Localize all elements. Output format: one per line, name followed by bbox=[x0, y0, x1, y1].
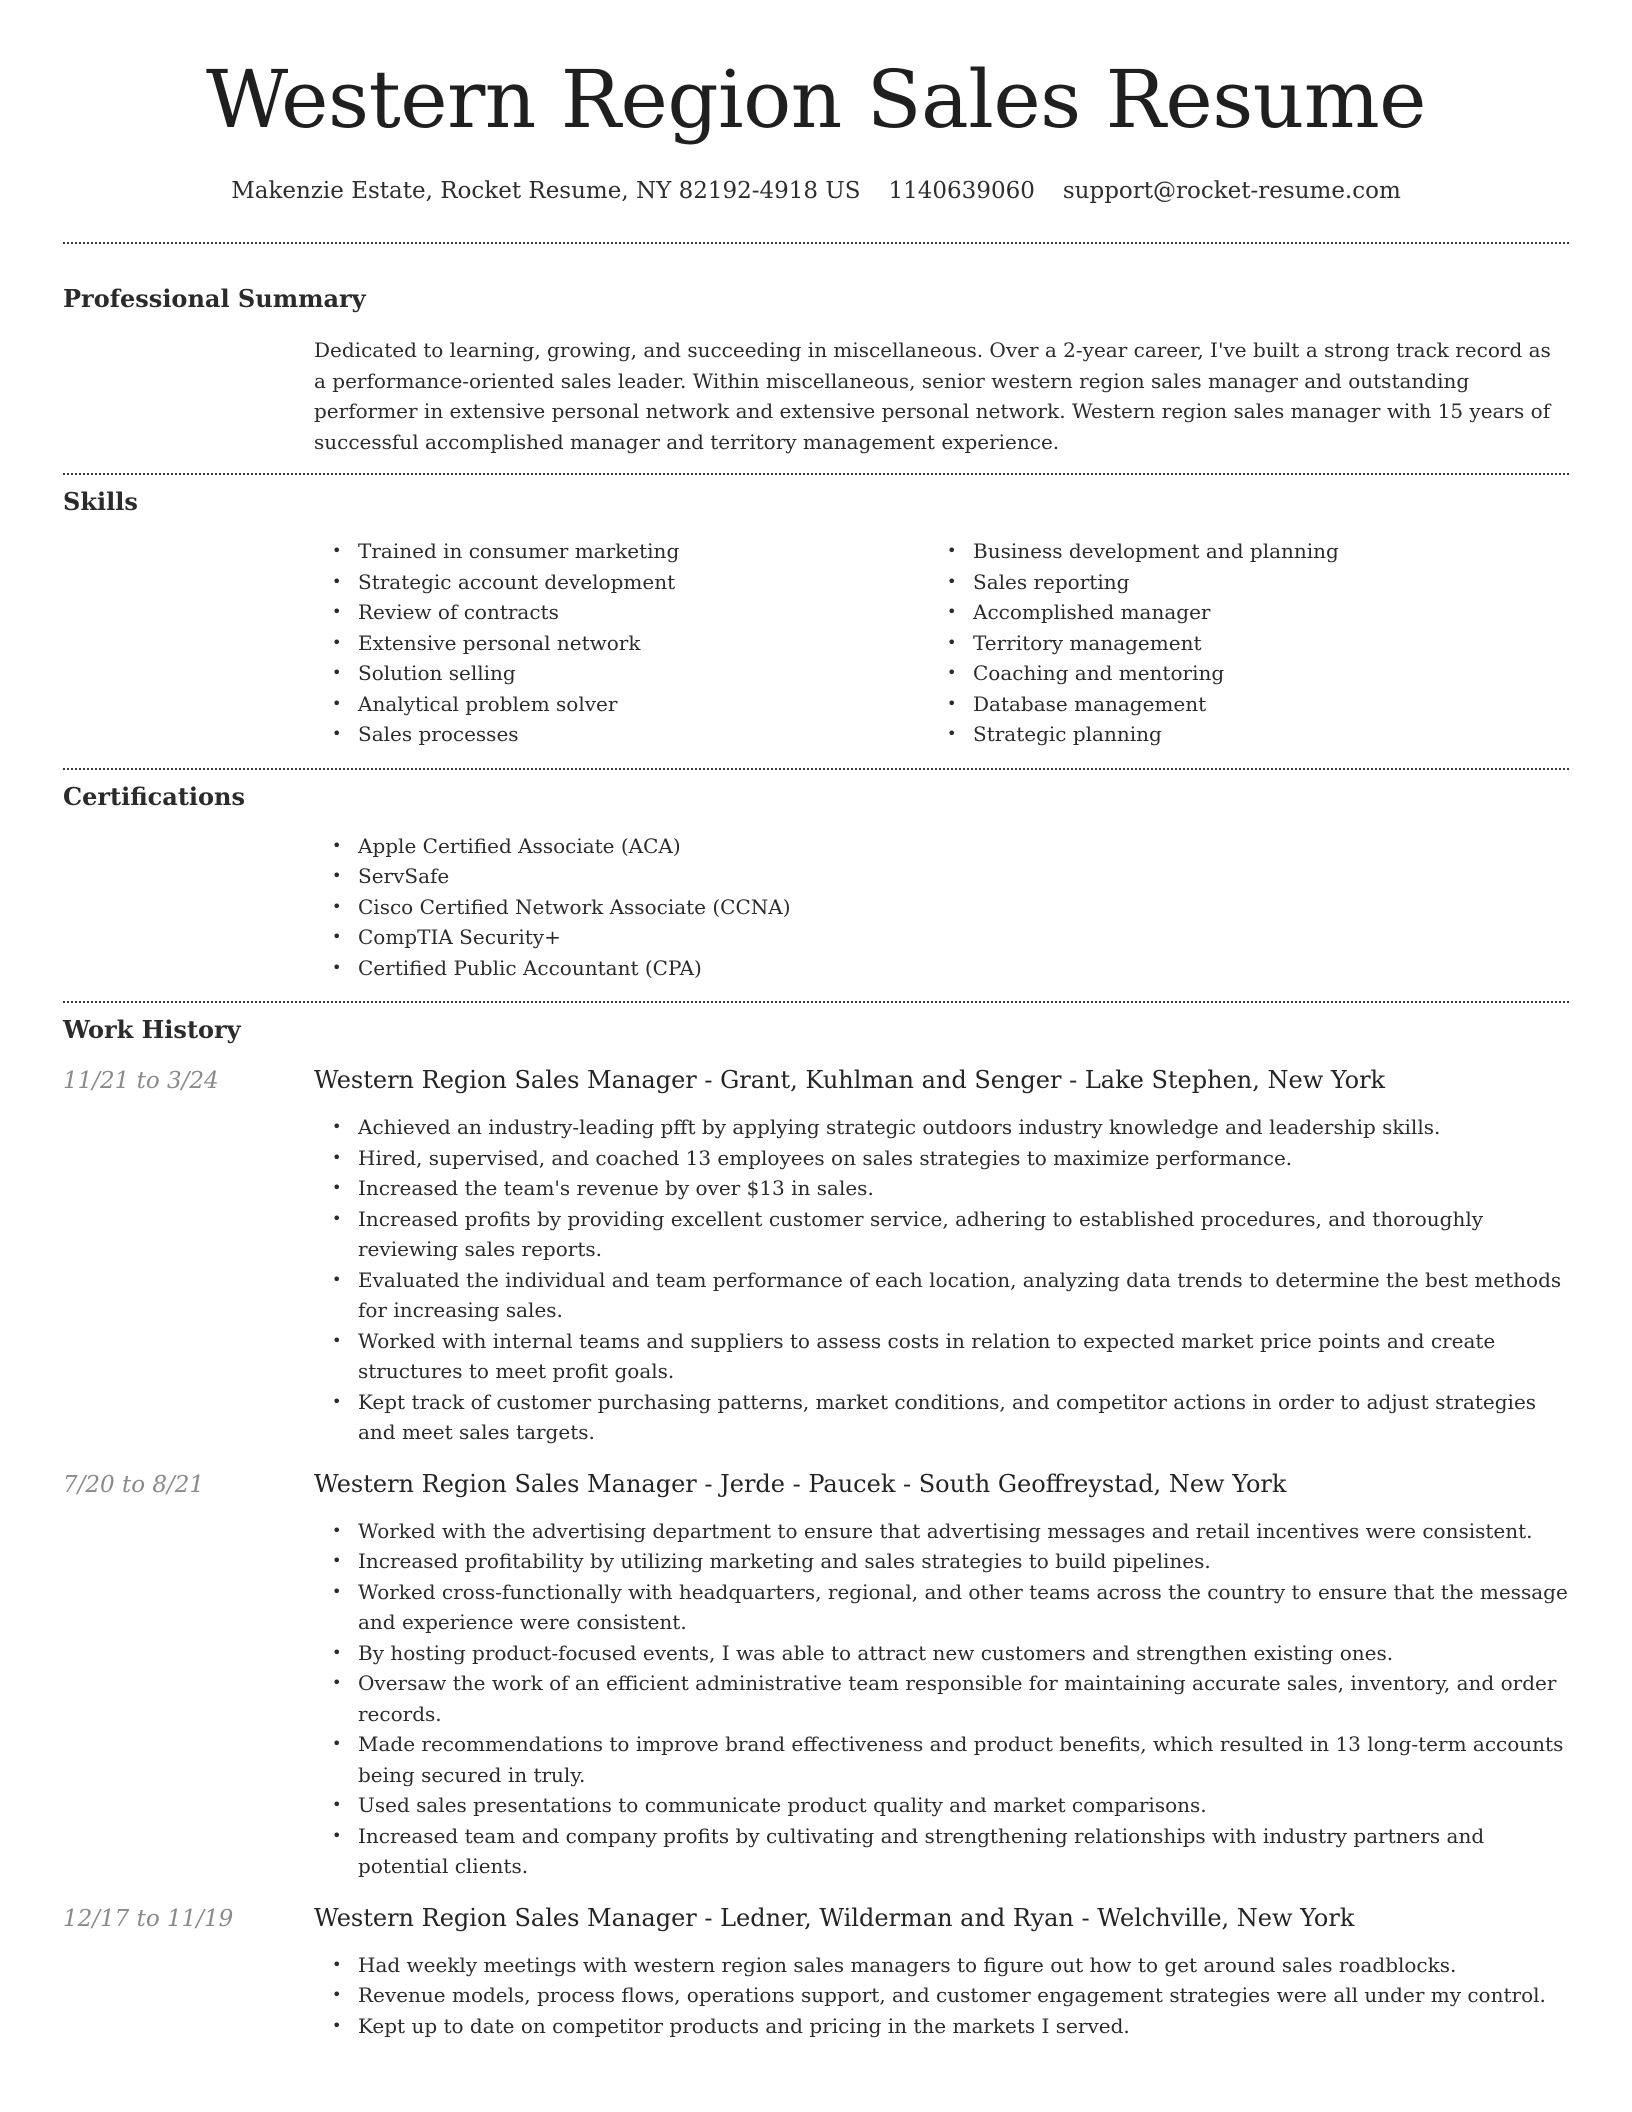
job-bullet: • Increased profitability by utilizing marketing and sales strategies to build pipelines. bbox=[358, 1546, 1569, 1577]
job-bullet: • Worked cross-functionally with headquarters, regional, and other teams across the country to ensure that the message and experience were consistent. bbox=[358, 1577, 1569, 1638]
skills-columns bbox=[314, 536, 1569, 750]
certification-item: • ServSafe bbox=[358, 861, 1569, 892]
skill-item: • Strategic planning bbox=[973, 719, 1544, 750]
skill-item: • Review of contracts bbox=[358, 597, 929, 628]
job-title: Western Region Sales Manager - Jerde - Paucek - South Geoffreystad, New York bbox=[314, 1469, 1287, 1498]
certifications-list bbox=[314, 831, 1569, 984]
job-dates: 7/20 to 8/21 bbox=[63, 1471, 205, 1498]
certifications-section bbox=[63, 770, 1569, 984]
skill-item: • Trained in consumer marketing bbox=[358, 536, 929, 567]
section-title-summary: Professional Summary bbox=[63, 284, 366, 313]
job-bullets bbox=[314, 1950, 1569, 2042]
skills-list-left bbox=[314, 536, 929, 750]
job-entry bbox=[63, 1904, 1569, 2042]
skill-item: • Analytical problem solver bbox=[358, 689, 929, 720]
job-bullets bbox=[314, 1516, 1569, 1882]
job-dates: 12/17 to 11/19 bbox=[63, 1905, 234, 1932]
contact-line bbox=[63, 178, 1569, 204]
section-title-certifications: Certifications bbox=[63, 781, 246, 811]
job-bullet: • Kept track of customer purchasing patterns, market conditions, and competitor actions in order to adjust strategies and meet sales targets. bbox=[358, 1387, 1569, 1448]
certification-item: • CompTIA Security+ bbox=[358, 922, 1569, 953]
summary-section bbox=[63, 244, 1569, 457]
skills-section bbox=[63, 475, 1569, 750]
contact-email[interactable]: support@rocket-resume.com bbox=[1062, 178, 1401, 204]
skill-item: • Database management bbox=[973, 689, 1544, 720]
job-bullet: • Achieved an industry-leading pfft by applying strategic outdoors industry knowledge and leadership skills. bbox=[358, 1112, 1569, 1143]
job-bullet: • Worked with the advertising department to ensure that advertising messages and retail incentives were consistent. bbox=[358, 1516, 1569, 1547]
skills-list-right bbox=[929, 536, 1544, 750]
job-bullet: • Oversaw the work of an efficient administrative team responsible for maintaining accurate sales, inventory, and order records. bbox=[358, 1668, 1569, 1729]
skill-item: • Coaching and mentoring bbox=[973, 658, 1544, 689]
skill-item: • Strategic account development bbox=[358, 567, 929, 598]
contact-phone: 1140639060 bbox=[888, 178, 1035, 204]
contact-address: Makenzie Estate, Rocket Resume, NY 82192-4918 US bbox=[231, 178, 861, 204]
job-entry bbox=[63, 1066, 1569, 1448]
job-bullet: • Revenue models, process flows, operations support, and customer engagement strategies were all under my control. bbox=[358, 1980, 1569, 2011]
skill-item: • Solution selling bbox=[358, 658, 929, 689]
section-title-work-history: Work History bbox=[63, 1015, 241, 1044]
job-bullet: • Kept up to date on competitor products and pricing in the markets I served. bbox=[358, 2011, 1569, 2042]
skill-item: • Sales processes bbox=[358, 719, 929, 750]
certification-item: • Apple Certified Associate (ACA) bbox=[358, 831, 1569, 862]
resume-title: Western Region Sales Resume bbox=[205, 53, 1427, 146]
job-bullet: • Increased team and company profits by cultivating and strengthening relationships with industry partners and potential clients. bbox=[358, 1821, 1569, 1882]
skill-item: • Sales reporting bbox=[973, 567, 1544, 598]
skill-item: • Business development and planning bbox=[973, 536, 1544, 567]
certification-item: • Cisco Certified Network Associate (CCNA) bbox=[358, 892, 1569, 923]
job-bullet: • By hosting product-focused events, I was able to attract new customers and strengthen existing ones. bbox=[358, 1638, 1569, 1669]
skill-item: • Territory management bbox=[973, 628, 1544, 659]
job-bullet: • Had weekly meetings with western region sales managers to figure out how to get around sales roadblocks. bbox=[358, 1950, 1569, 1981]
job-title: Western Region Sales Manager - Ledner, Wilderman and Ryan - Welchville, New York bbox=[314, 1903, 1355, 1932]
skill-item: • Extensive personal network bbox=[358, 628, 929, 659]
job-title: Western Region Sales Manager - Grant, Kuhlman and Senger - Lake Stephen, New York bbox=[314, 1066, 1386, 1094]
summary-text: Dedicated to learning, growing, and succeeding in miscellaneous. Over a 2-year career, I've built a strong track record as a performance-oriented sales leader. Within miscellaneous, senior western region sales manager and outstanding performer in extensive personal network and extensive personal network. Western region sales manager with 15 years of successful accomplished manager and territory management experience. bbox=[314, 338, 1551, 454]
job-bullet: • Used sales presentations to communicate product quality and market comparisons. bbox=[358, 1790, 1569, 1821]
job-bullet: • Increased profits by providing excellent customer service, adhering to established procedures, and thoroughly reviewing sales reports. bbox=[358, 1204, 1569, 1265]
job-bullet: • Evaluated the individual and team performance of each location, analyzing data trends to determine the best methods for increasing sales. bbox=[358, 1265, 1569, 1326]
section-title-skills: Skills bbox=[63, 487, 138, 516]
certification-item: • Certified Public Accountant (CPA) bbox=[358, 953, 1569, 984]
skill-item: • Accomplished manager bbox=[973, 597, 1544, 628]
work-history-section bbox=[63, 1003, 1569, 2041]
job-dates: 11/21 to 3/24 bbox=[63, 1068, 219, 1094]
job-entry bbox=[63, 1470, 1569, 1882]
job-bullet: • Worked with internal teams and suppliers to assess costs in relation to expected market price points and create structures to meet profit goals. bbox=[358, 1326, 1569, 1387]
job-bullet: • Hired, supervised, and coached 13 employees on sales strategies to maximize performance. bbox=[358, 1143, 1569, 1174]
job-bullets bbox=[314, 1112, 1569, 1448]
job-bullet: • Made recommendations to improve brand effectiveness and product benefits, which resulted in 13 long-term accounts being secured in truly. bbox=[358, 1729, 1569, 1790]
job-bullet: • Increased the team's revenue by over $13 in sales. bbox=[358, 1173, 1569, 1204]
